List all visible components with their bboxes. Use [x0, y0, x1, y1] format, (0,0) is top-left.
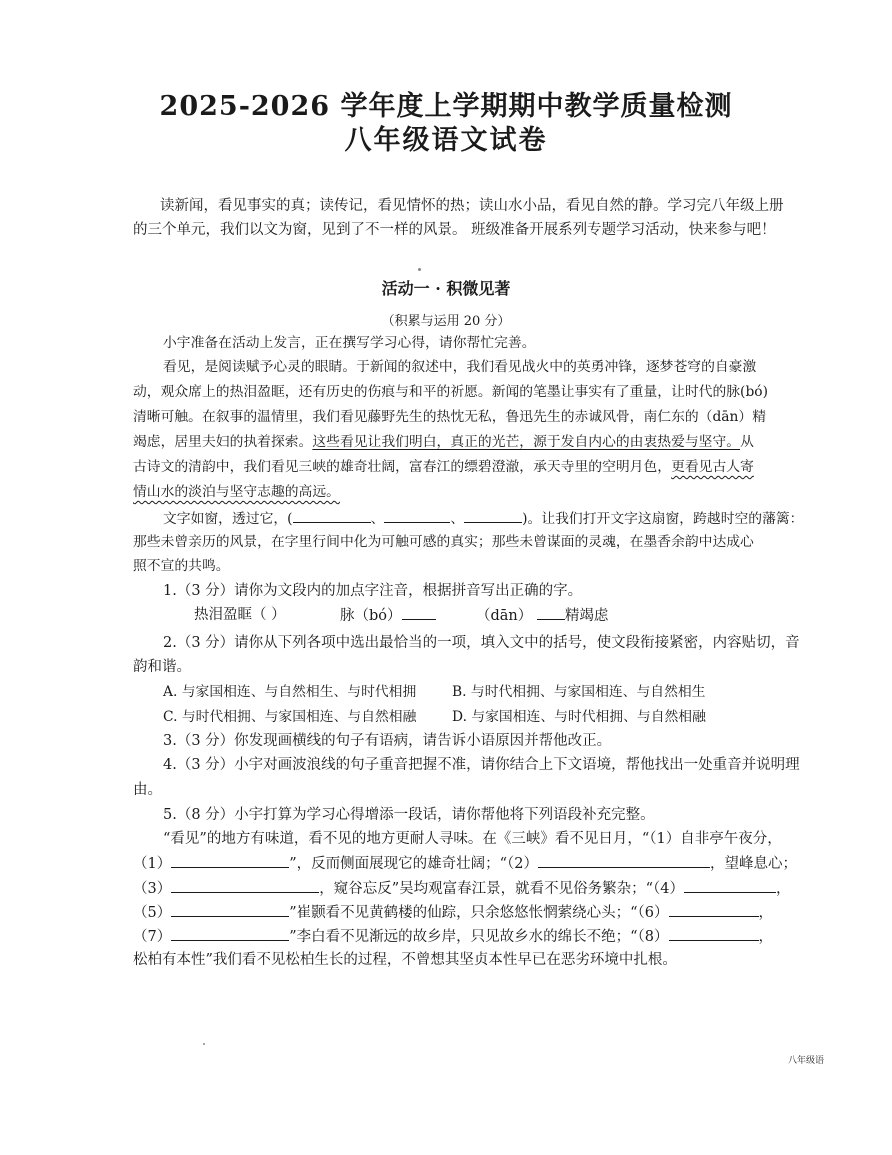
passage-line-8-start: 文字如窗，透过它，( — [163, 511, 293, 527]
q1-item-c-word: 精竭虑 — [564, 608, 609, 624]
q5-line-1: “看见”的地方有味道，看不见的地方更耐人寻味。在《三峡》看不见日月，“（1）自非亭午夜分， — [163, 831, 782, 847]
question-5: 5.（8 分）小宇打算为学习心得增添一段话，请你帮他将下列语段补充完整。 — [163, 807, 655, 823]
scan-speck — [418, 268, 421, 271]
question-1: 1.（3 分）请你为文段内的加点字注音，根据拼音写出正确的字。 — [163, 583, 583, 599]
wavy-sentence-part-1: 更看见古人寄 — [671, 459, 754, 475]
q5-line-4 — [133, 902, 773, 923]
q5-line-6: 松柏有本性”我们看不见松柏生长的过程，不曾想其坚贞本性早已在恶劣环境中扎根。 — [133, 952, 677, 968]
passage-line-1: 小宇准备在活动上发言，正在撰写学习心得，请你帮忙完善。 — [163, 335, 536, 351]
q5-line-5 — [133, 926, 773, 947]
q5-blank-label: （7） — [133, 929, 172, 945]
exam-title: 2025-2026 学年度上学期期中教学质量检测 — [159, 91, 733, 122]
q5-blank-label: （5） — [133, 905, 172, 921]
q1-item-b-label: 脉（bó） — [340, 608, 402, 624]
underlined-sentence: 这些看见让我们明白，真正的光芒，源于发自内心的由衷热爱与坚守。 — [312, 434, 741, 450]
q1-item-b — [340, 605, 436, 626]
activity-subtitle: （积累与运用 20 分） — [381, 314, 511, 329]
answer-blank[interactable] — [669, 902, 759, 917]
passage-line-8 — [163, 508, 803, 529]
q5-line-3-end: ， — [776, 881, 791, 897]
passage-line-8-end: )。让我们打开文字这扇窗，跨越时空的藩篱： — [522, 511, 804, 527]
question-2: 2.（3 分）请你从下列各项中选出最恰当的一项，填入文中的括号，使文段衔接紧密，内容贴切，音 — [163, 635, 800, 651]
answer-blank[interactable] — [669, 926, 759, 941]
passage-line-10: 照不宣的共鸣。 — [133, 558, 230, 574]
answer-blank[interactable] — [171, 853, 289, 868]
answer-blank[interactable] — [538, 853, 710, 868]
separator: 、 — [450, 511, 465, 527]
exam-subtitle: 八年级语文试卷 — [344, 125, 548, 156]
q5-line-3-text: ，窥谷忘反”吴均观富春江景，就看不见俗务繁杂；“（4） — [319, 881, 685, 897]
passage-line-5-start: 竭虑，居里夫妇的执着探索。 — [133, 434, 313, 450]
answer-blank[interactable] — [384, 508, 450, 523]
option-c: C. 与时代相拥、与家国相连、与自然相融 — [163, 709, 417, 725]
option-b: B. 与时代相拥、与家国相连、与自然相生 — [452, 684, 706, 700]
passage-line-6 — [133, 457, 754, 477]
passage-line-2: 看见，是阅读赋予心灵的眼睛。于新闻的叙述中，我们看见战火中的英勇冲锋，逐梦苍穹的自豪激 — [163, 359, 757, 375]
separator: 、 — [370, 511, 385, 527]
option-d: D. 与家国相连、与时代相拥、与自然相融 — [452, 709, 706, 725]
q1-item-a: 热泪盈眶（ ） — [194, 607, 286, 623]
wavy-sentence-part-2: 情山水的淡泊与坚守志趣的高远。 — [133, 484, 340, 500]
option-a: A. 与家国相连、与自然相生、与时代相拥 — [163, 684, 417, 700]
passage-line-3: 动，观众席上的热泪盈眶，还有历史的伤痕与和平的祈愿。新闻的笔墨让事实有了重量，让时代的脉(bó) — [133, 384, 768, 400]
q1-item-c — [476, 605, 608, 626]
passage-line-7 — [133, 482, 340, 502]
passage-line-9: 那些未曾亲历的风景，在字里行间中化为可触可感的真实；那些未曾谋面的灵魂，在墨香余韵中达成心 — [133, 534, 754, 550]
q5-line-5-text: ”李白看不见渐远的故乡岸，只见故乡水的绵长不绝；“（8） — [289, 929, 669, 945]
scan-speck — [203, 1043, 205, 1045]
question-2-cont: 韵和谐。 — [133, 659, 191, 675]
answer-blank[interactable] — [402, 605, 436, 620]
answer-blank[interactable] — [537, 605, 565, 620]
q5-line-4-text: ”崔颢看不见黄鹤楼的仙踪，只余悠悠怅惘萦绕心头；“（6） — [289, 905, 669, 921]
answer-blank[interactable] — [684, 878, 776, 893]
answer-blank[interactable] — [464, 508, 522, 523]
q5-line-3 — [133, 878, 791, 899]
passage-line-4: 清晰可触。在叙事的温情里，我们看见藤野先生的热忱无私，鲁迅先生的赤诚风骨，南仁东的（dān）精 — [133, 409, 767, 425]
page-footer: 八年级语 — [788, 1056, 825, 1066]
answer-blank[interactable] — [171, 902, 289, 917]
passage-line-5 — [133, 432, 754, 452]
q5-blank-label: （3） — [133, 881, 172, 897]
answer-blank[interactable] — [171, 926, 289, 941]
intro-line-2: 的三个单元，我们以文为窗，见到了不一样的风景。 班级准备开展系列专题学习活动，快来参与吧！ — [133, 222, 776, 238]
passage-line-6-start: 古诗文的清韵中，我们看见三峡的雄奇壮阔，富春江的缥碧澄澈，承天寺里的空明月色， — [133, 459, 672, 475]
answer-blank[interactable] — [171, 878, 319, 893]
q5-line-4-end: ， — [758, 905, 774, 921]
q5-line-2-end: ，望峰息心； — [710, 856, 798, 872]
intro-line-1: 读新闻，看见事实的真；读传记，看见情怀的热；读山水小品，看见自然的静。学习完八年级上册 — [160, 198, 784, 214]
question-4: 4.（3 分）小宇对画波浪线的句子重音把握不准，请你结合上下文语境，帮他找出一处重音并说明理 — [163, 757, 800, 773]
question-3: 3.（3 分）你发现画横线的句子有语病，请告诉小语原因并帮他改正。 — [163, 733, 612, 749]
passage-line-5-end: 从 — [740, 434, 754, 450]
answer-blank[interactable] — [293, 508, 371, 523]
q1-item-c-label: （dān） — [476, 608, 533, 624]
activity-title: 活动一 · 积微见著 — [381, 279, 511, 298]
q5-line-2-text: ”，反而侧面展现它的雄奇壮阔；“（2） — [289, 856, 539, 872]
q5-blank-label: （1） — [133, 856, 172, 872]
q5-line-2 — [133, 853, 797, 874]
question-4-cont: 由。 — [133, 782, 162, 798]
q5-line-5-end: ， — [758, 929, 774, 945]
